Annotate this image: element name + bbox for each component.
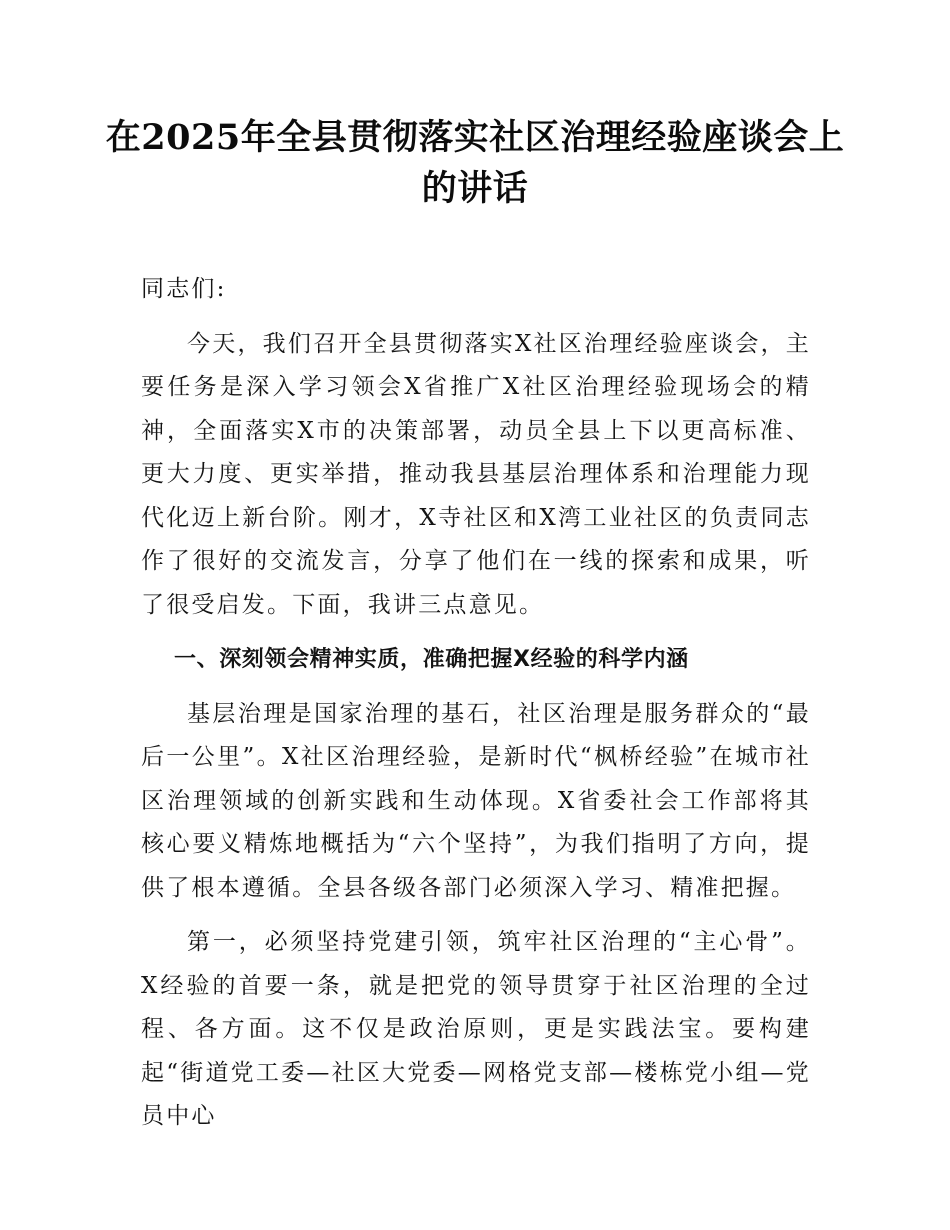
section-heading-1: 一、深刻领会精神实质，准确把握X经验的科学内涵 — [174, 647, 689, 672]
paragraph-section-1: 基层治理是国家治理的基石，社区治理是服务群众的“最后一公里”。X社区治理经验，是新时代“枫桥经验”在城市社区治理领域的创新实践和生动体现。X省委社会工作部将其核心要义精炼地概括为“六个坚持”，为我们指明了方向，提供了根本遵循。全县各级各部门必须深入学习、精准把握。 — [141, 700, 811, 901]
salutation: 同志们: — [141, 276, 227, 302]
paragraph-point-1: 第一，必须坚持党建引领，筑牢社区治理的“主心骨”。X经验的首要一条，就是把党的领导贯穿于社区治理的全过程、各方面。这不仅是政治原则，更是实践法宝。要构建起“街道党工委—社区大党委—网格党支部—楼栋党小组—党员中心 — [141, 929, 811, 1129]
paragraph-intro: 今天，我们召开全县贯彻落实X社区治理经验座谈会，主要任务是深入学习领会X省推广X社区治理经验现场会的精神，全面落实X市的决策部署，动员全县上下以更高标准、更大力度、更实举措，推动我县基层治理体系和治理能力现代化迈上新台阶。刚才，X寺社区和X湾工业社区的负责同志作了很好的交流发言，分享了他们在一线的探索和成果，听了很受启发。下面，我讲三点意见。 — [141, 330, 811, 618]
document-body — [141, 268, 811, 1150]
document-title: 在2025年全县贯彻落实社区治理经验座谈会上的讲话 — [105, 117, 845, 209]
